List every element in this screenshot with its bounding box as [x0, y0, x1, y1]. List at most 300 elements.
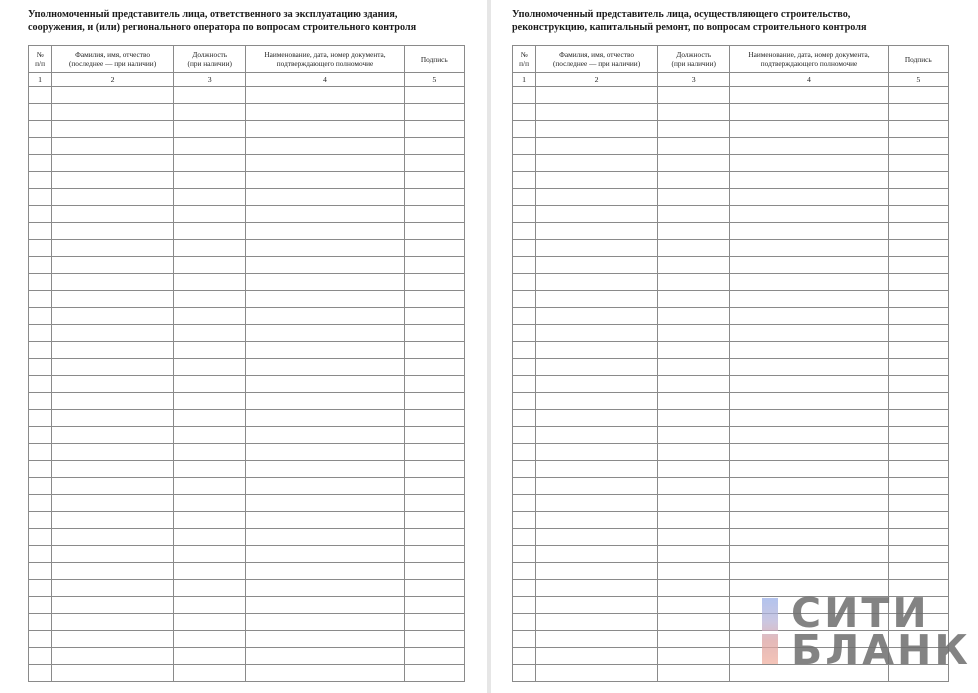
- table-cell[interactable]: [246, 665, 404, 682]
- table-cell[interactable]: [29, 563, 52, 580]
- table-cell[interactable]: [404, 240, 464, 257]
- table-cell[interactable]: [404, 325, 464, 342]
- table-cell[interactable]: [513, 563, 536, 580]
- table-cell[interactable]: [730, 155, 888, 172]
- table-cell[interactable]: [52, 104, 174, 121]
- table-cell[interactable]: [246, 648, 404, 665]
- table-cell[interactable]: [52, 325, 174, 342]
- table-cell[interactable]: [513, 665, 536, 682]
- table-cell[interactable]: [29, 223, 52, 240]
- table-cell[interactable]: [52, 648, 174, 665]
- table-cell[interactable]: [730, 444, 888, 461]
- table-cell[interactable]: [246, 172, 404, 189]
- table-cell[interactable]: [513, 155, 536, 172]
- table-cell[interactable]: [536, 512, 658, 529]
- table-cell[interactable]: [657, 410, 729, 427]
- table-cell[interactable]: [173, 104, 245, 121]
- table-cell[interactable]: [730, 274, 888, 291]
- table-cell[interactable]: [536, 155, 658, 172]
- table-cell[interactable]: [29, 427, 52, 444]
- table-cell[interactable]: [657, 121, 729, 138]
- table-cell[interactable]: [513, 223, 536, 240]
- table-cell[interactable]: [536, 410, 658, 427]
- table-cell[interactable]: [657, 172, 729, 189]
- table-cell[interactable]: [888, 359, 948, 376]
- table-cell[interactable]: [52, 580, 174, 597]
- table-cell[interactable]: [513, 393, 536, 410]
- table-cell[interactable]: [888, 189, 948, 206]
- table-cell[interactable]: [404, 614, 464, 631]
- table-cell[interactable]: [246, 206, 404, 223]
- table-cell[interactable]: [246, 359, 404, 376]
- table-cell[interactable]: [246, 308, 404, 325]
- table-cell[interactable]: [888, 206, 948, 223]
- table-cell[interactable]: [173, 87, 245, 104]
- table-cell[interactable]: [246, 376, 404, 393]
- table-cell[interactable]: [888, 274, 948, 291]
- table-cell[interactable]: [173, 393, 245, 410]
- table-cell[interactable]: [536, 308, 658, 325]
- table-cell[interactable]: [173, 631, 245, 648]
- table-cell[interactable]: [730, 512, 888, 529]
- table-cell[interactable]: [657, 631, 729, 648]
- table-cell[interactable]: [888, 410, 948, 427]
- table-cell[interactable]: [513, 325, 536, 342]
- table-cell[interactable]: [730, 410, 888, 427]
- table-cell[interactable]: [730, 172, 888, 189]
- table-cell[interactable]: [52, 121, 174, 138]
- table-cell[interactable]: [173, 546, 245, 563]
- table-cell[interactable]: [730, 87, 888, 104]
- table-cell[interactable]: [888, 512, 948, 529]
- table-cell[interactable]: [536, 325, 658, 342]
- table-cell[interactable]: [52, 546, 174, 563]
- table-cell[interactable]: [246, 257, 404, 274]
- table-cell[interactable]: [246, 393, 404, 410]
- table-cell[interactable]: [657, 104, 729, 121]
- table-cell[interactable]: [246, 614, 404, 631]
- table-cell[interactable]: [536, 597, 658, 614]
- table-cell[interactable]: [173, 478, 245, 495]
- table-cell[interactable]: [246, 240, 404, 257]
- table-cell[interactable]: [888, 427, 948, 444]
- table-cell[interactable]: [404, 495, 464, 512]
- table-cell[interactable]: [52, 393, 174, 410]
- table-cell[interactable]: [730, 478, 888, 495]
- table-cell[interactable]: [536, 444, 658, 461]
- table-cell[interactable]: [404, 155, 464, 172]
- table-cell[interactable]: [173, 359, 245, 376]
- table-cell[interactable]: [513, 478, 536, 495]
- table-cell[interactable]: [52, 257, 174, 274]
- table-cell[interactable]: [657, 240, 729, 257]
- table-cell[interactable]: [246, 597, 404, 614]
- table-cell[interactable]: [173, 614, 245, 631]
- table-cell[interactable]: [513, 257, 536, 274]
- table-cell[interactable]: [29, 461, 52, 478]
- table-cell[interactable]: [29, 393, 52, 410]
- table-cell[interactable]: [657, 342, 729, 359]
- table-cell[interactable]: [513, 580, 536, 597]
- table-cell[interactable]: [888, 223, 948, 240]
- table-cell[interactable]: [888, 563, 948, 580]
- table-cell[interactable]: [536, 665, 658, 682]
- table-cell[interactable]: [730, 546, 888, 563]
- table-cell[interactable]: [404, 104, 464, 121]
- table-cell[interactable]: [888, 393, 948, 410]
- table-cell[interactable]: [888, 529, 948, 546]
- table-cell[interactable]: [730, 563, 888, 580]
- table-cell[interactable]: [29, 631, 52, 648]
- table-cell[interactable]: [173, 291, 245, 308]
- table-cell[interactable]: [404, 631, 464, 648]
- table-cell[interactable]: [29, 274, 52, 291]
- table-cell[interactable]: [29, 478, 52, 495]
- table-cell[interactable]: [404, 597, 464, 614]
- table-cell[interactable]: [536, 461, 658, 478]
- table-cell[interactable]: [52, 410, 174, 427]
- table-cell[interactable]: [536, 240, 658, 257]
- table-cell[interactable]: [657, 376, 729, 393]
- table-cell[interactable]: [888, 155, 948, 172]
- table-cell[interactable]: [536, 223, 658, 240]
- table-cell[interactable]: [888, 104, 948, 121]
- table-cell[interactable]: [52, 427, 174, 444]
- table-cell[interactable]: [888, 546, 948, 563]
- table-cell[interactable]: [536, 563, 658, 580]
- table-cell[interactable]: [29, 291, 52, 308]
- table-cell[interactable]: [536, 580, 658, 597]
- table-cell[interactable]: [730, 189, 888, 206]
- table-cell[interactable]: [29, 512, 52, 529]
- table-cell[interactable]: [52, 563, 174, 580]
- table-cell[interactable]: [173, 223, 245, 240]
- table-cell[interactable]: [173, 274, 245, 291]
- table-cell[interactable]: [730, 427, 888, 444]
- table-cell[interactable]: [888, 461, 948, 478]
- table-cell[interactable]: [404, 580, 464, 597]
- table-cell[interactable]: [657, 597, 729, 614]
- table-cell[interactable]: [404, 563, 464, 580]
- table-cell[interactable]: [888, 342, 948, 359]
- table-cell[interactable]: [52, 631, 174, 648]
- table-cell[interactable]: [52, 206, 174, 223]
- table-cell[interactable]: [513, 308, 536, 325]
- table-cell[interactable]: [513, 529, 536, 546]
- table-cell[interactable]: [536, 478, 658, 495]
- table-cell[interactable]: [513, 376, 536, 393]
- table-cell[interactable]: [246, 444, 404, 461]
- table-cell[interactable]: [536, 393, 658, 410]
- table-cell[interactable]: [730, 223, 888, 240]
- table-cell[interactable]: [513, 614, 536, 631]
- table-cell[interactable]: [730, 376, 888, 393]
- table-cell[interactable]: [536, 121, 658, 138]
- table-cell[interactable]: [657, 87, 729, 104]
- table-cell[interactable]: [888, 240, 948, 257]
- table-cell[interactable]: [730, 257, 888, 274]
- table-cell[interactable]: [173, 427, 245, 444]
- table-cell[interactable]: [29, 172, 52, 189]
- table-cell[interactable]: [536, 648, 658, 665]
- table-cell[interactable]: [657, 308, 729, 325]
- table-cell[interactable]: [730, 240, 888, 257]
- table-cell[interactable]: [52, 495, 174, 512]
- table-cell[interactable]: [173, 597, 245, 614]
- table-cell[interactable]: [29, 342, 52, 359]
- table-cell[interactable]: [513, 461, 536, 478]
- table-cell[interactable]: [657, 563, 729, 580]
- table-cell[interactable]: [730, 393, 888, 410]
- table-cell[interactable]: [536, 529, 658, 546]
- table-cell[interactable]: [657, 189, 729, 206]
- table-cell[interactable]: [404, 461, 464, 478]
- table-cell[interactable]: [52, 189, 174, 206]
- table-cell[interactable]: [246, 121, 404, 138]
- table-cell[interactable]: [52, 138, 174, 155]
- table-cell[interactable]: [173, 342, 245, 359]
- table-cell[interactable]: [513, 274, 536, 291]
- table-cell[interactable]: [404, 427, 464, 444]
- table-cell[interactable]: [52, 308, 174, 325]
- table-cell[interactable]: [730, 206, 888, 223]
- table-cell[interactable]: [730, 308, 888, 325]
- table-cell[interactable]: [52, 376, 174, 393]
- table-cell[interactable]: [173, 495, 245, 512]
- table-cell[interactable]: [536, 359, 658, 376]
- table-cell[interactable]: [52, 87, 174, 104]
- table-cell[interactable]: [246, 478, 404, 495]
- table-cell[interactable]: [29, 206, 52, 223]
- table-cell[interactable]: [173, 257, 245, 274]
- table-cell[interactable]: [513, 631, 536, 648]
- table-cell[interactable]: [888, 308, 948, 325]
- table-cell[interactable]: [536, 546, 658, 563]
- table-cell[interactable]: [513, 597, 536, 614]
- table-cell[interactable]: [246, 87, 404, 104]
- table-cell[interactable]: [404, 393, 464, 410]
- table-cell[interactable]: [29, 580, 52, 597]
- table-cell[interactable]: [246, 189, 404, 206]
- table-cell[interactable]: [513, 648, 536, 665]
- table-cell[interactable]: [52, 274, 174, 291]
- table-cell[interactable]: [246, 546, 404, 563]
- table-cell[interactable]: [536, 138, 658, 155]
- table-cell[interactable]: [404, 87, 464, 104]
- table-cell[interactable]: [513, 172, 536, 189]
- table-cell[interactable]: [173, 410, 245, 427]
- table-cell[interactable]: [246, 342, 404, 359]
- table-cell[interactable]: [173, 563, 245, 580]
- table-cell[interactable]: [29, 155, 52, 172]
- table-cell[interactable]: [52, 614, 174, 631]
- table-cell[interactable]: [29, 614, 52, 631]
- table-cell[interactable]: [246, 104, 404, 121]
- table-cell[interactable]: [404, 206, 464, 223]
- table-cell[interactable]: [513, 121, 536, 138]
- table-cell[interactable]: [29, 308, 52, 325]
- table-cell[interactable]: [404, 376, 464, 393]
- table-cell[interactable]: [29, 257, 52, 274]
- table-cell[interactable]: [730, 291, 888, 308]
- table-cell[interactable]: [536, 87, 658, 104]
- table-cell[interactable]: [52, 461, 174, 478]
- table-cell[interactable]: [246, 138, 404, 155]
- table-cell[interactable]: [657, 546, 729, 563]
- table-cell[interactable]: [888, 121, 948, 138]
- table-cell[interactable]: [52, 529, 174, 546]
- table-cell[interactable]: [730, 325, 888, 342]
- table-cell[interactable]: [657, 580, 729, 597]
- table-cell[interactable]: [52, 223, 174, 240]
- table-cell[interactable]: [404, 512, 464, 529]
- table-cell[interactable]: [888, 495, 948, 512]
- table-cell[interactable]: [513, 495, 536, 512]
- table-cell[interactable]: [246, 512, 404, 529]
- table-cell[interactable]: [29, 410, 52, 427]
- table-cell[interactable]: [404, 121, 464, 138]
- table-cell[interactable]: [513, 240, 536, 257]
- table-cell[interactable]: [657, 512, 729, 529]
- table-cell[interactable]: [513, 342, 536, 359]
- table-cell[interactable]: [29, 104, 52, 121]
- table-cell[interactable]: [29, 325, 52, 342]
- table-cell[interactable]: [657, 648, 729, 665]
- table-cell[interactable]: [730, 121, 888, 138]
- table-cell[interactable]: [536, 631, 658, 648]
- table-cell[interactable]: [404, 665, 464, 682]
- table-cell[interactable]: [173, 308, 245, 325]
- table-cell[interactable]: [657, 155, 729, 172]
- table-cell[interactable]: [29, 444, 52, 461]
- table-cell[interactable]: [888, 138, 948, 155]
- table-cell[interactable]: [888, 325, 948, 342]
- table-cell[interactable]: [657, 359, 729, 376]
- table-cell[interactable]: [536, 104, 658, 121]
- table-cell[interactable]: [730, 342, 888, 359]
- table-cell[interactable]: [404, 546, 464, 563]
- table-cell[interactable]: [173, 580, 245, 597]
- table-cell[interactable]: [657, 223, 729, 240]
- table-cell[interactable]: [513, 87, 536, 104]
- table-cell[interactable]: [173, 529, 245, 546]
- table-cell[interactable]: [888, 478, 948, 495]
- table-cell[interactable]: [173, 189, 245, 206]
- table-cell[interactable]: [657, 291, 729, 308]
- table-cell[interactable]: [888, 444, 948, 461]
- table-cell[interactable]: [246, 563, 404, 580]
- table-cell[interactable]: [888, 257, 948, 274]
- table-cell[interactable]: [404, 138, 464, 155]
- table-cell[interactable]: [173, 512, 245, 529]
- table-cell[interactable]: [52, 359, 174, 376]
- table-cell[interactable]: [173, 444, 245, 461]
- table-cell[interactable]: [29, 87, 52, 104]
- table-cell[interactable]: [730, 495, 888, 512]
- table-cell[interactable]: [173, 325, 245, 342]
- table-cell[interactable]: [513, 444, 536, 461]
- table-cell[interactable]: [246, 291, 404, 308]
- table-cell[interactable]: [173, 121, 245, 138]
- table-cell[interactable]: [404, 342, 464, 359]
- table-cell[interactable]: [173, 172, 245, 189]
- table-cell[interactable]: [536, 342, 658, 359]
- table-cell[interactable]: [657, 444, 729, 461]
- table-cell[interactable]: [513, 359, 536, 376]
- table-cell[interactable]: [246, 580, 404, 597]
- table-cell[interactable]: [173, 155, 245, 172]
- table-cell[interactable]: [52, 665, 174, 682]
- table-cell[interactable]: [657, 461, 729, 478]
- table-cell[interactable]: [246, 529, 404, 546]
- table-cell[interactable]: [730, 359, 888, 376]
- table-cell[interactable]: [404, 189, 464, 206]
- table-cell[interactable]: [888, 291, 948, 308]
- table-cell[interactable]: [657, 257, 729, 274]
- table-cell[interactable]: [657, 427, 729, 444]
- table-cell[interactable]: [52, 172, 174, 189]
- table-cell[interactable]: [888, 172, 948, 189]
- table-cell[interactable]: [730, 104, 888, 121]
- table-cell[interactable]: [173, 138, 245, 155]
- table-cell[interactable]: [29, 597, 52, 614]
- table-cell[interactable]: [29, 138, 52, 155]
- table-cell[interactable]: [404, 410, 464, 427]
- table-cell[interactable]: [404, 648, 464, 665]
- table-cell[interactable]: [730, 138, 888, 155]
- table-cell[interactable]: [536, 614, 658, 631]
- table-cell[interactable]: [404, 223, 464, 240]
- table-cell[interactable]: [536, 274, 658, 291]
- table-cell[interactable]: [173, 376, 245, 393]
- table-cell[interactable]: [29, 376, 52, 393]
- table-cell[interactable]: [513, 189, 536, 206]
- table-cell[interactable]: [657, 478, 729, 495]
- table-cell[interactable]: [29, 240, 52, 257]
- table-cell[interactable]: [536, 172, 658, 189]
- table-cell[interactable]: [536, 189, 658, 206]
- table-cell[interactable]: [173, 206, 245, 223]
- table-cell[interactable]: [29, 648, 52, 665]
- table-cell[interactable]: [513, 427, 536, 444]
- table-cell[interactable]: [888, 376, 948, 393]
- table-cell[interactable]: [29, 529, 52, 546]
- table-cell[interactable]: [52, 342, 174, 359]
- table-cell[interactable]: [657, 138, 729, 155]
- table-cell[interactable]: [536, 257, 658, 274]
- table-cell[interactable]: [404, 444, 464, 461]
- table-cell[interactable]: [513, 410, 536, 427]
- table-cell[interactable]: [29, 359, 52, 376]
- table-cell[interactable]: [246, 461, 404, 478]
- table-cell[interactable]: [52, 597, 174, 614]
- table-cell[interactable]: [404, 257, 464, 274]
- table-cell[interactable]: [52, 240, 174, 257]
- table-cell[interactable]: [513, 291, 536, 308]
- table-cell[interactable]: [536, 376, 658, 393]
- table-cell[interactable]: [404, 172, 464, 189]
- table-cell[interactable]: [404, 291, 464, 308]
- table-cell[interactable]: [536, 206, 658, 223]
- table-cell[interactable]: [246, 325, 404, 342]
- table-cell[interactable]: [29, 121, 52, 138]
- table-cell[interactable]: [657, 614, 729, 631]
- table-cell[interactable]: [52, 155, 174, 172]
- table-cell[interactable]: [404, 274, 464, 291]
- table-cell[interactable]: [657, 206, 729, 223]
- table-cell[interactable]: [513, 104, 536, 121]
- table-cell[interactable]: [730, 529, 888, 546]
